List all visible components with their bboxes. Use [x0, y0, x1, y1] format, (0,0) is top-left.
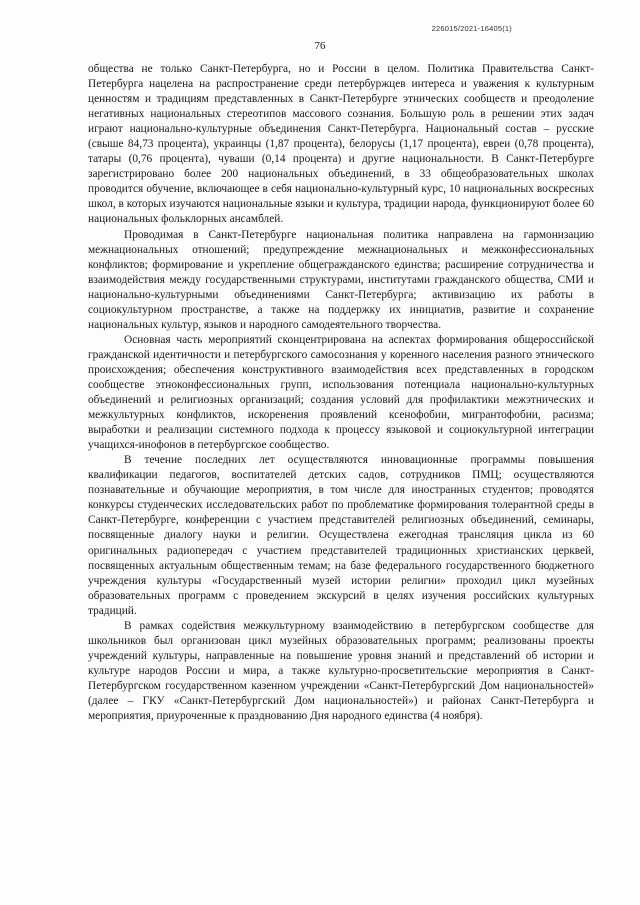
document-id: 226015/2021-16405(1)	[431, 24, 512, 33]
paragraph-continuation: общества не только Санкт-Петербурга, но и России в целом. Политика Правительства Санкт-Петербурга нацелена на распространение среди петербуржцев интереса и уважения к культурным ценностям и традициям представленных в Санкт-Петербурге этнических сообществ и преодоление негативных национальных стереотипов массового сознания. Большую роль в решении этих задач играют национально-культурные объединения Санкт-Петербурга. Национальный состав – русские (свыше 84,73 процента), украинцы (1,87 процента), белорусы (1,17 процента), евреи (0,78 процента), татары (0,76 процента), чуваши (0,14 процента) и другие национальности. В Санкт-Петербурге зарегистрировано более 200 национальных объединений, в 33 общеобразовательных школах проводится обучение, включающее в себя национально-культурный курс, 10 национальных воскресных школ, в которых изучаются национальные языки и культура, традиции народа, функционируют более 60 национальных фольклорных ансамблей.	[88, 63, 594, 226]
paragraph-innovative-programs: В течение последних лет осуществляются инновационные программы повышения квалификации педагогов, воспитателей детских садов, сотрудников ПМЦ; осуществляются познавательные и обучающие мероприятия, в том числе для иностранных студентов; проводятся конкурсы студенческих исследовательских работ по проблематике формирования толерантной среды в Санкт-Петербурге, конференции с участием представителей религиозных объединений, семинары, посвященные диалогу науки и религии. Осуществлена ежегодная трансляция цикла из 60 оригинальных радиопередач с участием представителей традиционных христианских церквей, посвященных актуальным общественным темам; на базе федерального государственного бюджетного учреждения культуры «Государственный музей истории религии» проходил цикл музейных образовательных программ с проведением экскурсий в целях изучения российских культурных традиций.	[88, 454, 594, 617]
paragraph-national-policy: Проводимая в Санкт-Петербурге национальная политика направлена на гармонизацию межнациональных отношений; предупреждение межнациональных и межконфессиональных конфликтов; формирование и укрепление общегражданского единства; расширение сотрудничества и взаимодействия между государственными структурами, институтами гражданского общества, СМИ и национально-культурными объединениями Санкт-Петербурга; активизацию их работы в социокультурном пространстве, а также на поддержку их инициатив, развитие и сохранение национальных культур, языков и народного самодеятельного творчества.	[88, 228, 594, 331]
paragraph-intercultural-interaction: В рамках содействия межкультурному взаимодействию в петербургском сообществе для школьников был организован цикл музейных образовательных программ; реализованы проекты учреждений культуры, направленные на повышение уровня знаний и представлений об истории и культуре народов России и мира, а также культурно-просветительские мероприятия в Санкт-Петербургском государственном казенном учреждении «Санкт-Петербургский Дом национальностей» (далее – ГКУ «Санкт-Петербургский Дом национальностей») и районах Санкт-Петербурга и мероприятия, приуроченные к празднованию Дня народного единства (4 ноября).	[88, 619, 594, 723]
document-body	[88, 62, 594, 724]
paragraph-main-activities: Основная часть мероприятий сконцентрирована на аспектах формирования общероссийской гражданской идентичности и петербургского самосознания у коренного населения разного этнического происхождения; обеспечения конструктивного взаимодействия всех представленных в городском сообществе этноконфессиональных групп, использования потенциала национально-культурных объединений и религиозных организаций; создания условий для профилактики межэтнических и межкультурных конфликтов, искоренения проявлений ксенофобии, мигрантофобии, расизма; выработки и реализации системного подхода к процессу языковой и социокультурной интеграции учащихся-инофонов в петербургское сообщество.	[88, 333, 594, 452]
page-number: 76	[314, 40, 326, 52]
